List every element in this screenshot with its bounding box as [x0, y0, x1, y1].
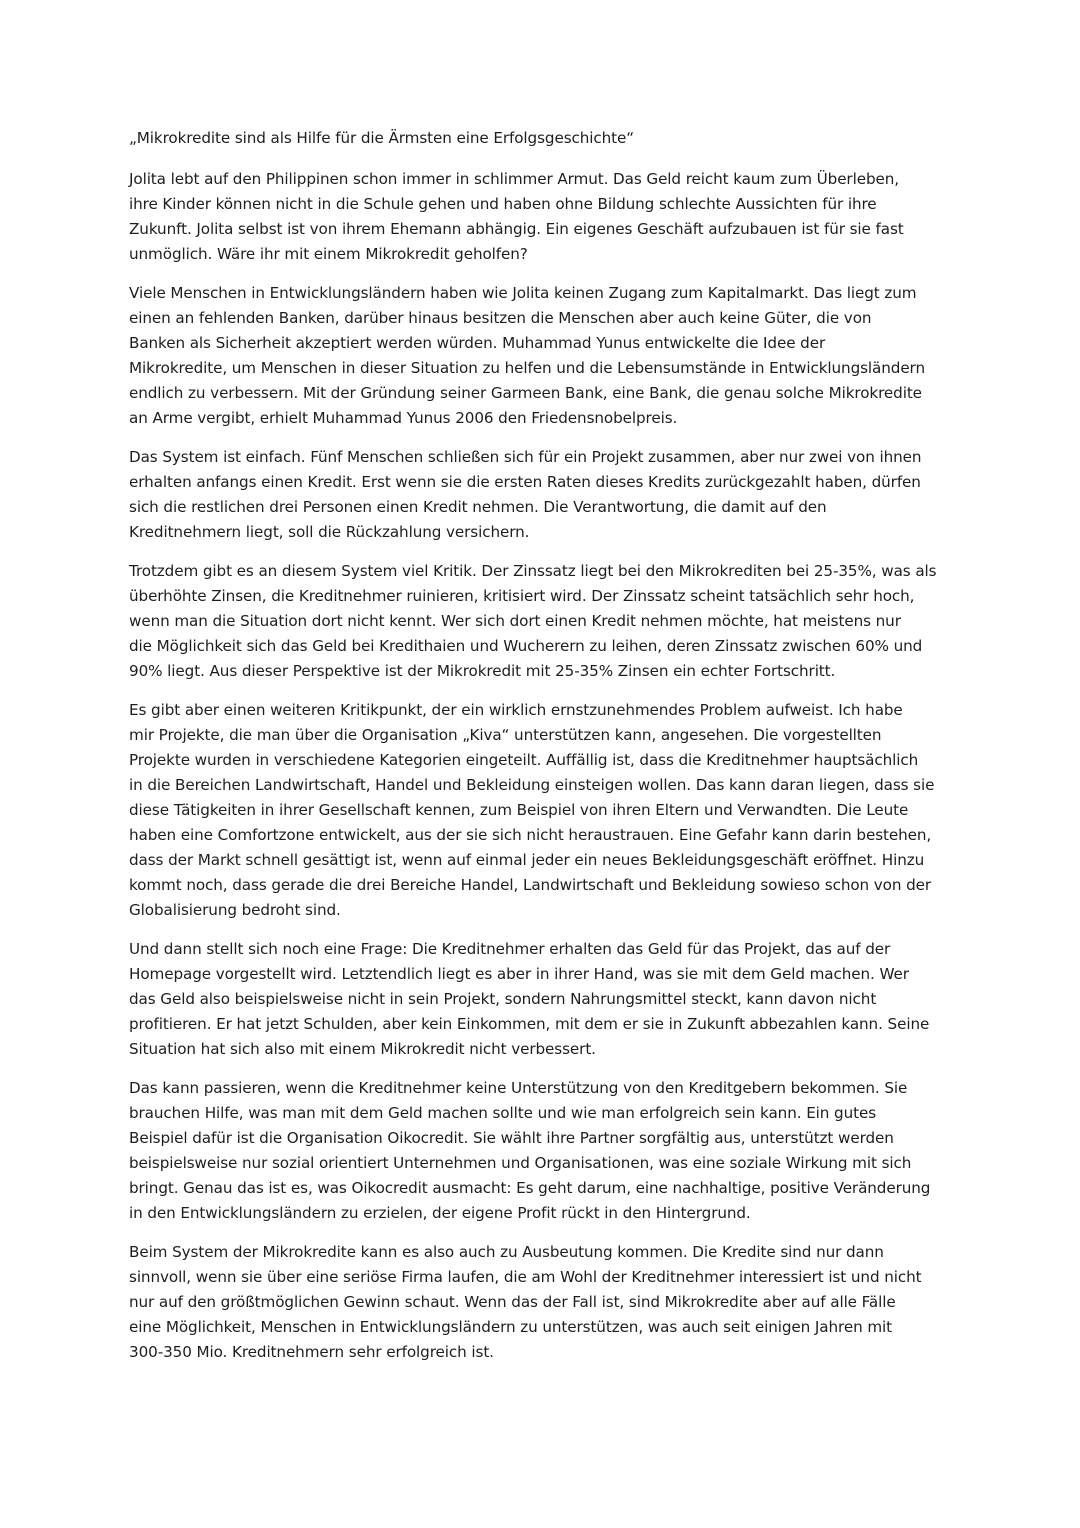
text-line: Jolita lebt auf den Philippinen schon immer in schlimmer Armut. Das Geld reicht kaum zum Überleben,: [129, 170, 899, 188]
paragraph-1: [129, 167, 955, 267]
text-line: bringt. Genau das ist es, was Oikocredit ausmacht: Es geht darum, eine nachhaltige, positive Veränderung: [129, 1179, 931, 1197]
text-line: kommt noch, dass gerade die drei Bereiche Handel, Landwirtschaft und Bekleidung sowieso schon von der: [129, 876, 932, 894]
text-line: das Geld also beispielsweise nicht in sein Projekt, sondern Nahrungsmittel steckt, kann davon nicht: [129, 990, 877, 1008]
text-line: unmöglich. Wäre ihr mit einem Mikrokredit geholfen?: [129, 245, 528, 263]
text-line: einen an fehlenden Banken, darüber hinaus besitzen die Menschen aber auch keine Güter, die von: [129, 309, 872, 327]
text-line: mir Projekte, die man über die Organisation „Kiva“ unterstützen kann, angesehen. Die vorgestellten: [129, 726, 882, 744]
text-line: brauchen Hilfe, was man mit dem Geld machen sollte und wie man erfolgreich sein kann. Ein gutes: [129, 1104, 877, 1122]
text-line: nur auf den größtmöglichen Gewinn schaut. Wenn das der Fall ist, sind Mikrokredite aber auf alle Fälle: [129, 1293, 896, 1311]
text-line: Es gibt aber einen weiteren Kritikpunkt, der ein wirklich ernstzunehmendes Problem aufweist. Ich habe: [129, 701, 903, 719]
text-line: Viele Menschen in Entwicklungsländern haben wie Jolita keinen Zugang zum Kapitalmarkt. Das liegt zum: [129, 284, 917, 302]
text-line: in den Entwicklungsländern zu erzielen, der eigene Profit rückt in den Hintergrund.: [129, 1204, 751, 1222]
text-line: überhöhte Zinsen, die Kreditnehmer ruinieren, kritisiert wird. Der Zinssatz scheint tatsächlich sehr hoch,: [129, 587, 915, 605]
text-line: wenn man die Situation dort nicht kennt. Wer sich dort einen Kredit nehmen möchte, hat meistens nur: [129, 612, 901, 630]
text-line: sinnvoll, wenn sie über eine seriöse Firma laufen, die am Wohl der Kreditnehmer interessiert ist und nicht: [129, 1268, 922, 1286]
text-line: in die Bereichen Landwirtschaft, Handel und Bekleidung einsteigen wollen. Das kann daran liegen, dass sie: [129, 776, 935, 794]
text-line: dass der Markt schnell gesättigt ist, wenn auf einmal jeder ein neues Bekleidungsgeschäft eröffnet. Hinzu: [129, 851, 925, 869]
paragraph-8: [129, 1240, 955, 1365]
text-line: sich die restlichen drei Personen einen Kredit nehmen. Die Verantwortung, die damit auf den: [129, 498, 827, 516]
text-line: beispielsweise nur sozial orientiert Unternehmen und Organisationen, was eine soziale Wirkung mit sich: [129, 1154, 912, 1172]
text-line: Situation hat sich also mit einem Mikrokredit nicht verbessert.: [129, 1040, 596, 1058]
text-line: Globalisierung bedroht sind.: [129, 901, 341, 919]
text-line: Beispiel dafür ist die Organisation Oikocredit. Sie wählt ihre Partner sorgfältig aus, unterstützt werden: [129, 1129, 894, 1147]
text-line: Und dann stellt sich noch eine Frage: Die Kreditnehmer erhalten das Geld für das Projekt, das auf der: [129, 940, 891, 958]
text-line: Banken als Sicherheit akzeptiert werden würden. Muhammad Yunus entwickelte die Idee der: [129, 334, 826, 352]
text-line: 300-350 Mio. Kreditnehmern sehr erfolgreich ist.: [129, 1343, 494, 1361]
text-line: Zukunft. Jolita selbst ist von ihrem Ehemann abhängig. Ein eigenes Geschäft aufzubauen ist für sie fast: [129, 220, 904, 238]
paragraph-6: [129, 937, 955, 1062]
text-line: diese Tätigkeiten in ihrer Gesellschaft kennen, zum Beispiel von ihren Eltern und Verwandten. Die Leute: [129, 801, 909, 819]
text-line: ihre Kinder können nicht in die Schule gehen und haben ohne Bildung schlechte Aussichten für ihre: [129, 195, 877, 213]
text-line: Trotzdem gibt es an diesem System viel Kritik. Der Zinssatz liegt bei den Mikrokrediten bei 25-35%, was als: [129, 562, 937, 580]
paragraph-3: [129, 445, 955, 545]
document-body: [129, 126, 955, 1379]
paragraph-2: [129, 281, 955, 431]
paragraph-7: [129, 1076, 955, 1226]
text-line: Das kann passieren, wenn die Kreditnehmer keine Unterstützung von den Kreditgebern bekommen. Sie: [129, 1079, 908, 1097]
paragraph-5: [129, 698, 955, 923]
document-title: „Mikrokredite sind als Hilfe für die Ärmsten eine Erfolgsgeschichte“: [129, 129, 635, 147]
text-line: Beim System der Mikrokredite kann es also auch zu Ausbeutung kommen. Die Kredite sind nur dann: [129, 1243, 884, 1261]
text-line: Projekte wurden in verschiedene Kategorien eingeteilt. Auffällig ist, dass die Kreditnehmer hauptsächlich: [129, 751, 919, 769]
paragraph-4: [129, 559, 955, 684]
text-line: Mikrokredite, um Menschen in dieser Situation zu helfen und die Lebensumstände in Entwicklungsländern: [129, 359, 925, 377]
text-line: Homepage vorgestellt wird. Letztendlich liegt es aber in ihrer Hand, was sie mit dem Geld machen. Wer: [129, 965, 909, 983]
text-line: endlich zu verbessern. Mit der Gründung seiner Garmeen Bank, eine Bank, die genau solche Mikrokredite: [129, 384, 922, 402]
text-line: an Arme vergibt, erhielt Muhammad Yunus 2006 den Friedensnobelpreis.: [129, 409, 678, 427]
text-line: eine Möglichkeit, Menschen in Entwicklungsländern zu unterstützen, was auch seit einigen Jahren mit: [129, 1318, 892, 1336]
text-line: profitieren. Er hat jetzt Schulden, aber kein Einkommen, mit dem er sie in Zukunft abbezahlen kann. Seine: [129, 1015, 930, 1033]
text-line: erhalten anfangs einen Kredit. Erst wenn sie die ersten Raten dieses Kredits zurückgezahlt haben, dürfen: [129, 473, 921, 491]
text-line: haben eine Comfortzone entwickelt, aus der sie sich nicht heraustrauen. Eine Gefahr kann darin bestehen,: [129, 826, 932, 844]
text-line: Kreditnehmern liegt, soll die Rückzahlung versichern.: [129, 523, 530, 541]
text-line: Das System ist einfach. Fünf Menschen schließen sich für ein Projekt zusammen, aber nur zwei von ihnen: [129, 448, 922, 466]
text-line: die Möglichkeit sich das Geld bei Kredithaien und Wucherern zu leihen, deren Zinssatz zwischen 60% und: [129, 637, 923, 655]
text-line: 90% liegt. Aus dieser Perspektive ist der Mikrokredit mit 25-35% Zinsen ein echter Fortschritt.: [129, 662, 836, 680]
